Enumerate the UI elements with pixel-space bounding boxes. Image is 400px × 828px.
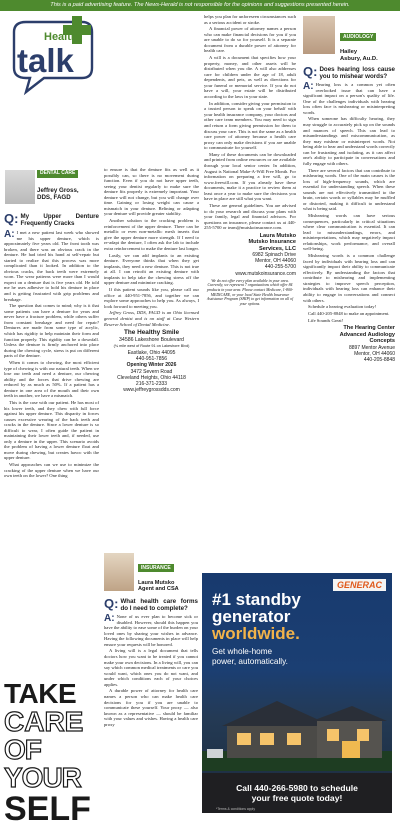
audiology-author-cred: Asbury, Au.D.	[340, 56, 378, 62]
insurance-author-cred: Agent and CSA	[138, 586, 179, 593]
dental-website[interactable]: www.jeffreygrossdds.com	[123, 387, 180, 394]
audiology-p2: When someone has difficulty hearing, they may struggle to accurately pick up on the sounds and nuances of speech. This can lead to misunderstandings and miscommunication, as they may mishear or misinterpret words. Not being able to hear and understand words correctly can be frustrating and isolating, as it can affect one's ability to participate in conversations and fully engage with others.	[303, 116, 395, 166]
generac-cta2: your free quote today!	[251, 793, 343, 803]
audiology-header	[340, 25, 396, 63]
aud-biz-1: The Hearing Center	[343, 325, 395, 332]
audiology-contact	[303, 345, 395, 364]
generac-cta1: Call 440-266-5980 to schedule	[236, 783, 358, 793]
audiology-p6: Schedule a hearing evaluation today!	[308, 304, 377, 310]
ins-sig-name: Laura Mutsko	[259, 232, 296, 239]
ins-address: 6982 Spinach Drive	[252, 251, 296, 258]
ins-cont-p1: helps you plan for unforeseen circumstances such as a serious accident or stroke.	[204, 14, 296, 25]
aud-address: 8897 Mentor Avenue	[348, 344, 395, 351]
aud-biz-2: Advanced Audiology	[339, 331, 395, 338]
disclaimer-banner: This is a paid advertising feature. The News-Herald is not responsible for the opinions and suggestions presented herein.	[0, 0, 400, 11]
insurance-p1: None of us ever plan to become sick or disabled. However, should this happen you have the ability to ease some of the burden on your loved ones by sharing your wishes in advance. Having the following documents in place will help ensure your requests will be honored.	[104, 614, 198, 647]
house-illustration	[202, 691, 392, 771]
dental-p8: Lastly, we can add implants to an existing denture. Everyone thinks that when they get implants, they need a new denture. This is not true at all. I can retrofit an existing denture with implants to help take the chewing stress off the upper denture and minimize cracking.	[104, 252, 199, 286]
audiology-p5: Mishearing words is a common challenge faced by individuals with hearing loss and can significantly impact their ability to communicate effectively. By understanding the factors that contribute to mishearing and implementing strategies to improve speech perception, individuals with hearing loss can enhance their ability to engage in conversations and connect with others.	[303, 253, 395, 303]
dental-question: My Upper Denture Frequently Cracks	[20, 213, 99, 227]
audiology-article	[303, 66, 395, 363]
insurance-author-name: Laura Mutsko	[138, 580, 175, 586]
dental-opening: Opening Winter 2026	[126, 362, 177, 369]
audiology-p3: There are several factors that can contribute to mishearing words. One of the main causes is the loss of high-frequency sounds, which are essential for understanding speech. When these sounds are not effectively transmitted to the brain, certain words or syllables may be muffled or distorted, making it difficult to understand what is being said.	[303, 167, 395, 212]
logo-main-text: talk	[17, 42, 74, 79]
dental-business-name: The Healthy Smile	[123, 329, 180, 337]
dental-p5: What approaches can we use to minimize the cracking of the upper denture when we have our own teeth on the lower? One thing	[4, 462, 99, 479]
dental-p7: Another solution to the cracking problem is reinforcement of the upper denture. There can be metallic or even non-metallic mesh inserts that give the upper denture more strength. If I need to re-adapt the denture, I often ask the lab to include extra reinforcement to make the denture last longer.	[104, 218, 199, 251]
dental-author-name: Jeffrey Gross,	[37, 186, 79, 194]
insurance-article-col1	[104, 598, 198, 729]
health-talk-logo	[4, 14, 100, 96]
dental-header	[37, 170, 100, 201]
ins-cont-p4: In addition, consider giving your permission to a trusted person to speak on your behalf with your health insurance company, your doctors and other care team members. You may need to sign and return a form giving permission for them to discuss your care. This is not the same as a health care power of attorney because a health care proxy can only make decisions if you are unable to communicate for yourself.	[204, 100, 296, 151]
generac-sub2: power, automatically.	[212, 657, 288, 666]
dental-line2: Cleveland Heights, Ohio 44118	[117, 374, 186, 381]
ins-website[interactable]: www.mutskoinsurance.com	[235, 270, 296, 277]
insurance-author	[138, 580, 200, 593]
generac-fine-print: *Terms & conditions apply	[216, 807, 256, 811]
generac-cta[interactable]	[202, 783, 392, 803]
insurance-question: What health care forms do I need to complete?	[120, 598, 198, 612]
dental-line1: Eastlake, Ohio 44095	[127, 349, 176, 356]
aud-phone: 440-205-8848	[363, 356, 395, 363]
dental-addr2: 3472 Severn Road	[130, 368, 173, 375]
ins-cont-p3: A will is a document that specifies how your property, money, and other assets will be distributed when you die. A will also addresses care for children under the age of 18, adult dependents, and pets, as well as directions for your funeral or memorial service. If you do not have a will, your estate will be distributed according to the laws in your state.	[204, 55, 296, 100]
ins-cont-p2: A financial power of attorney names a person who can make financial decisions for you if you are unable to do so for yourself. It is a separate document from a durable power of attorney for health care.	[204, 26, 296, 54]
ins-city: Mentor, OH 44060	[255, 258, 296, 265]
dental-addr1b: (¾ mile west of Route 91 on Lakeshore Blvd)	[113, 344, 190, 349]
dental-a-mark: A:	[4, 229, 15, 240]
dental-phone1: 440-951-7856	[135, 355, 168, 362]
ins-sig-company: Mutsko Insurance	[248, 239, 296, 246]
generac-headline	[212, 591, 301, 642]
generac-h3: worldwide.	[212, 624, 300, 643]
insurance-p3: A durable power of attorney for health care names a person who can make health care decisions for you if you are unable to communicate these yourself. Your proxy — also known as a representative — should be familiar with your values and wishes. Having a health care proxy	[104, 688, 198, 727]
dental-article-col2	[104, 167, 199, 394]
insurance-p2: A living will is a legal document that tells doctors how you want to be treated if you cannot make your own decisions. In a living will, you can say which common medical treatments or care you would want, which ones you do not want, and under which conditions each of your choices applies.	[104, 648, 198, 687]
insurance-header	[138, 556, 200, 593]
dental-p4: This is the case with our patient. He has most of his lower teeth, and they chew with full force against his upper denture. This disparity in forces causes excessive wearing of the back teeth and cracks in the denture. Since a lower denture is so difficult to wear, I often guide the patient in maintaining their lower teeth and, if needed, use only a denture in the upper. This scenario avoids the problem of having a lower denture float and move during chewing, but creates havoc with the upper denture.	[4, 399, 99, 461]
generac-h2: generator	[212, 607, 291, 626]
insurance-a-mark: A:	[104, 613, 115, 624]
take-care-line1: TAKE	[4, 678, 77, 709]
take-care-line4: SELF	[4, 790, 91, 828]
insurance-business	[204, 233, 296, 252]
take-care-ad	[4, 678, 99, 828]
audiology-photo	[303, 16, 335, 54]
audiology-business	[303, 325, 395, 344]
take-care-line2: CARE	[4, 706, 84, 737]
insurance-article-col2	[204, 14, 296, 306]
generac-h1: #1 standby	[212, 590, 301, 609]
dental-p1: I met a new patient last week who showed me his upper denture, which is approximately five years old. The front tooth was broken, and there was an obvious crack in the denture. He had tried his hand at self-repair but started to realize that this process was more complicated than it looked. In addition to the obvious cracks, the back teeth were extremely worn. The wear patterns were more than I would expect on a denture that is five years old. He told me he uses adhesive to hold his denture in place and is getting frustrated with grip problems and breakage.	[4, 230, 99, 302]
audiology-a-mark: A:	[303, 81, 314, 92]
dental-photo	[5, 170, 35, 204]
audiology-author-name: Hailey	[340, 49, 358, 55]
audiology-q-mark: Q:	[303, 66, 318, 79]
ins-cont-p5: Many of these documents can be downloaded and printed from online resources or are available through your local senior center. In addition, August is National Make-A-Will Free Month. For information on preparing a free will, go to www.freewill.com. If you already have these documents, make it a practice to review them at least once a year to make sure the decisions you have in place are still what you want.	[204, 151, 296, 202]
audiology-p7: Call 440-205-8848 to make an appointment.	[308, 311, 390, 316]
dental-contact	[104, 337, 199, 394]
logo-top-text: Health	[44, 31, 78, 43]
insurance-tab: INSURANCE	[138, 564, 174, 572]
dental-addr1: 34586 Lakeshore Boulevard	[119, 337, 184, 344]
dental-p6: to ensure is that the denture fits as well as it possibly can, so there is no movement during function. Even if you do not have upper teeth, seeing your dentist regularly to make sure the denture fits properly is extremely important. Your denture will not change, but you will change over time. Gaining or losing weight can cause a mismatch in your denture. Relining or adapting your denture will provide greater stability.	[104, 167, 199, 217]
dental-p9: If this patient sounds like you, please call our office at 440-951-7856, and together we can explore some approaches to help you. As always, I look forward to meeting you.	[104, 287, 199, 309]
generac-subhead	[212, 647, 288, 667]
dental-article-col1	[4, 213, 99, 480]
generac-brand: GENERAC	[333, 579, 386, 591]
dental-signature: Jeffrey Gross, DDS, FAGD is an Ohio licensed general dentist and is on staff at Case Western Reserve School of Dental Medicine.	[104, 310, 199, 327]
dental-phone2: 216-371-2333	[135, 381, 168, 388]
generac-sub1: Get whole-home	[212, 647, 273, 656]
insurance-q-mark: Q:	[104, 598, 119, 611]
dental-p3: When it comes to chewing, the most efficient type of chewing is with our natural teeth. When we lose our teeth and need a denture, our chewing ability and the forces that drive chewing are reduced by as much as 50%. If a patient has a denture in one area of the mouth and their own teeth in another, we have a mismatch.	[4, 359, 99, 399]
ins-cont-p6: These are general guidelines. You are advised to do your research and discuss your plans with your family, legal and financial advisors. For questions on insurance, please contact us at 440-255-5700 or team@mutskoinsurance.com.	[204, 202, 296, 231]
audiology-question: Does hearing loss cause you to mishear words?	[319, 66, 395, 80]
audiology-author	[340, 49, 396, 63]
ins-phone: 440-255-5700	[264, 264, 296, 271]
aud-city: Mentor, OH 44060	[354, 350, 395, 357]
generac-ad[interactable]	[202, 573, 392, 813]
audiology-p4: Mishearing words can have serious consequences, particularly in critical situations where clear communication is essential. It can lead to misunderstandings, errors, and misinterpretations, which may negatively impact relationships, work performance, and overall well-being.	[303, 213, 395, 252]
audiology-p8: Life Sounds Great!	[308, 317, 344, 323]
insurance-medicare-disclaimer: We do not offer every plan available in your area. Currently, we represent 7 organizations which offer 84 products in your area. Please contact Medicare, 1-800-MEDICARE, or your local State Health Insurance Assistance Program (SHIP) to get information on all of your options.	[206, 278, 294, 306]
audiology-p1: Hearing loss is a common yet often overlooked issue that can have a significant impact on a person's quality of life. One of the challenges individuals with hearing loss often face is mishearing or misinterpreting words.	[303, 82, 395, 115]
insurance-photo	[104, 553, 134, 591]
aud-biz-3: Concepts	[369, 338, 395, 345]
dental-author	[37, 187, 100, 201]
dental-tab: DENTAL CARE	[37, 170, 78, 178]
dental-q-mark: Q:	[4, 213, 19, 226]
take-care-line3: OF YOUR	[4, 734, 81, 793]
dental-author-cred: DDS, FAGD	[37, 193, 71, 201]
insurance-contact	[204, 252, 296, 277]
ins-sig-company-2: Services, LLC	[259, 245, 296, 252]
audiology-tab: AUDIOLOGY	[340, 33, 376, 41]
dental-p2: The question that comes to mind; why is it that some patients can have a denture for years and never have a fracture problem, while others suffer from constant breakage and need for repair? Dentures are made from some type of acrylic, which has rigidity to help maintain their form and function properly. This rigidity can be a downfall. Unless the denture is firmly anchored into place during the chewing cycle, stress is put on different parts of the denture.	[4, 303, 99, 359]
